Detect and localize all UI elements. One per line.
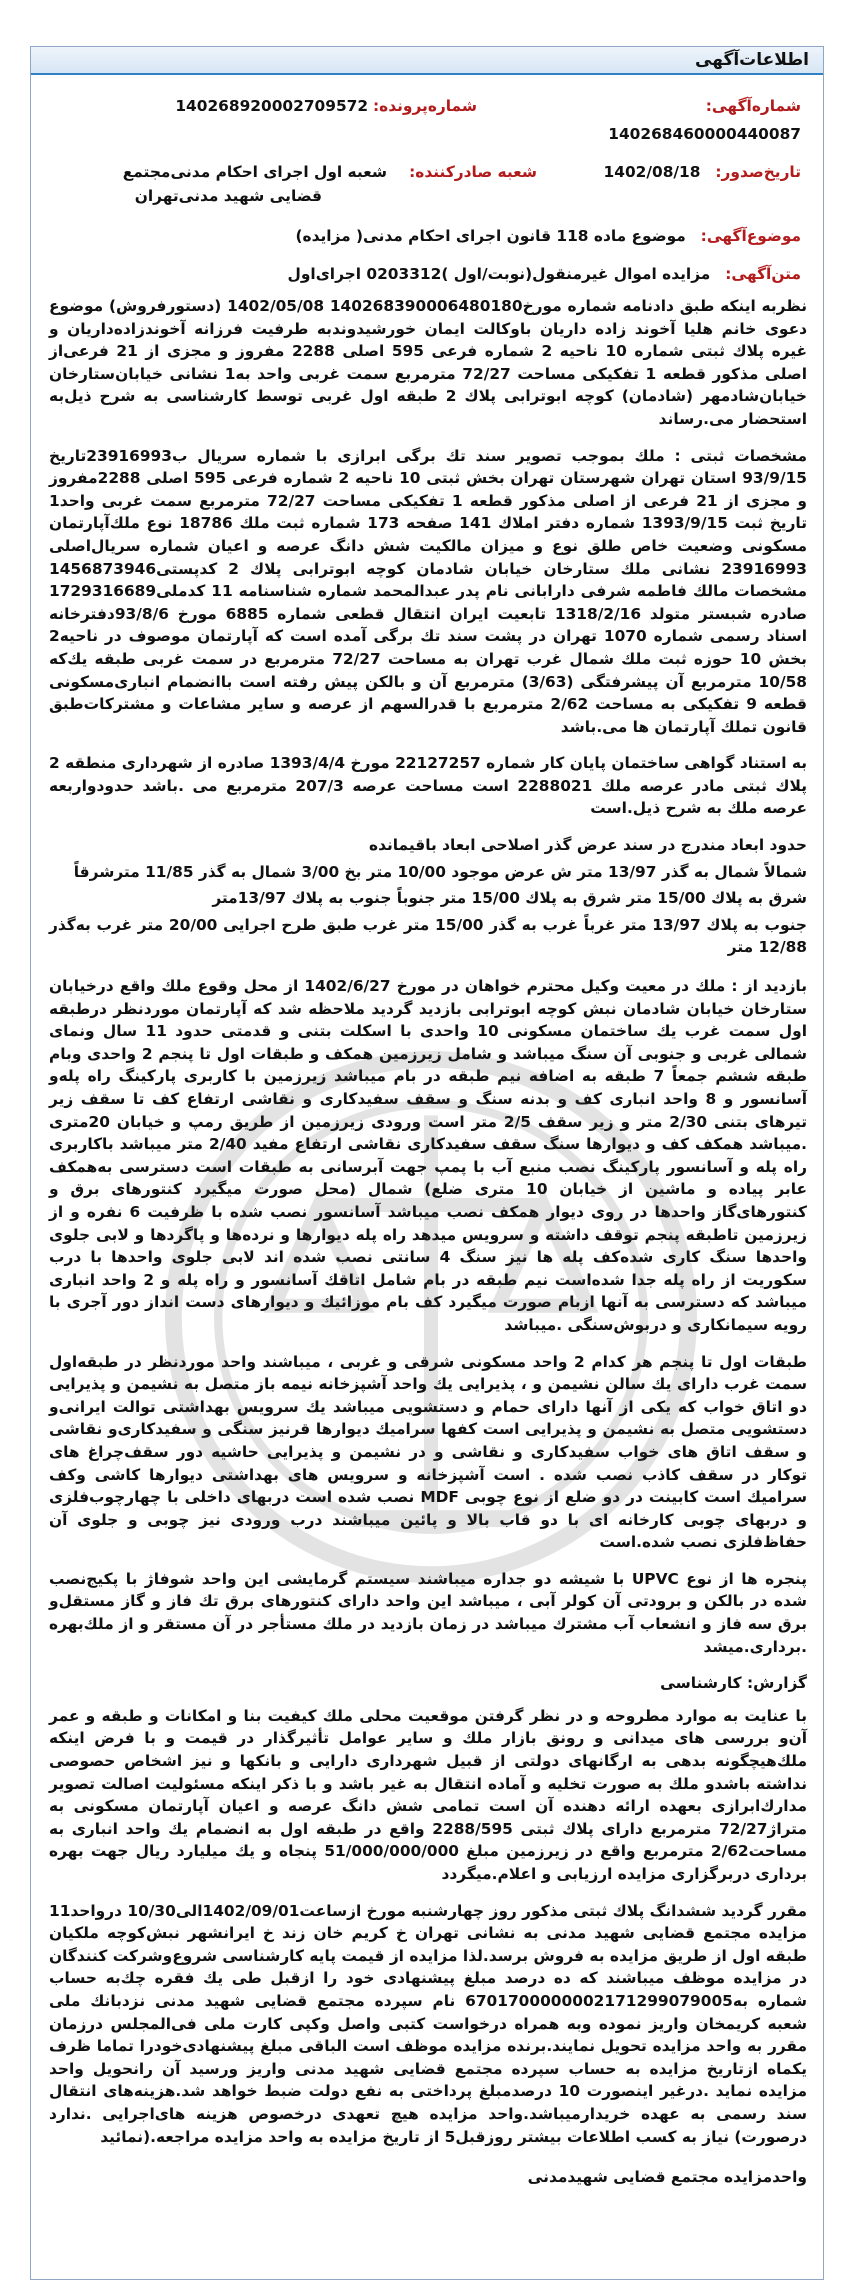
- file-number-value: 140268920002709572: [175, 97, 369, 115]
- boundaries-line: شمالاً شمال به گذر 13/97 متر ش عرض موجود 10/00 متر بخ 3/00 شمال به گذر 11/85 مترشرقاً: [73, 862, 807, 881]
- paragraph-unit-description: طبقات اول تا پنجم هر کدام 2 واحد مسکونی شرقی و غربی ، میباشند واحد موردنظر در طبقه‌اول سمت غرب دارای یك سالن نشیمن و ، پذیرایی یك واحد آشپزخانه نیمه باز متصل به نشیمن و پذیرایی دو اتاق خواب که یکی از آنها دارای حمام و دستشویی میباشد یك سرویس بهداشتی توالت ایرانی‌و دستشویی متصل به نشیمن و پذیرایی است کفها سرامیك دیوارها قرنیز سنگی و سفیدکاری‌و نقاشی و سقف اتاق های خواب سفیدکاری و نقاشی و در نشیمن و پذیرایی حاشیه دور سقف‌چراغ های توکار در سقف کاذب نصب شده . است آشپزخانه و سرویس های بهداشتی دیوارها کاشی وکف سرامیك است کابینت در دو ضلع از نوع چوبی MDF نصب شده است دربهای داخلی با چهارچوب‌فلزی و دربهای چوبی کارخانه ای با دو قاب بالا و پائین میباشند درب ورودی نیز چوبی و جلوی آن حفاظ‌فلزی نصب شده.است: [49, 1352, 807, 1552]
- title-bar: [31, 47, 823, 75]
- boundaries-title: حدود ابعاد مندرج در سند عرض گذر اصلاحی ابعاد باقیمانده: [369, 836, 807, 855]
- notice-content: [31, 75, 823, 2189]
- issuing-branch-label: شعبه صادر‌کننده:: [409, 163, 537, 181]
- expert-report-label: گزارش: کارشناسی: [660, 1674, 807, 1693]
- ad-subject-value: موضوع ماده 118 قانون اجرای احکام مدنی( مزایده): [295, 227, 686, 245]
- notice-header: [49, 95, 807, 295]
- ad-text-label: متن‌آگهی:: [725, 265, 801, 283]
- ad-number-value: 140268460000440087: [608, 125, 801, 143]
- issue-date-label: تاریخ‌صدور:: [715, 163, 801, 181]
- file-number: [175, 95, 477, 118]
- paragraph-utilities: پنجره ها از نوع UPVC با شیشه دو جداره میباشند سیستم گرمایشی این واحد شوفاژ با پکیج‌نصب شده در بالکن و برودتی آن کولر آبی ، میباشد این واحد دارای کنتورهای برق تك فاز و گاز مستقل‌و برق سه فاز و انشعاب آب مشترك میباشد در زمان بازدید در ملك مستأجر در آن مستقر و از ملك‌بهره .برداری.میشد: [49, 1569, 807, 1656]
- paragraph-inspection: بازدید از : ملك در معیت وکیل محترم خواهان در مورخ 1402/6/27 از محل وقوع ملك واقع درخیابان ستارخان خیابان شادمان نبش کوچه ابوترابی بازدید گردید ملاحظه شد که آپارتمان موردنظر درطبقه اول سمت غرب یك ساختمان مسکونی 10 واحدی با اسکلت بتنی و قدمتی حدود 11 سال ونمای شمالی غربی و جنوبی آن سنگ میباشد و شامل زیرزمین همکف و طبقات اول تا پنجم 2 واحدی وبام طبقه ششم جمعاً 7 طبقه به اضافه نیم طبقه در بام میباشد زیرزمین با کاربری پارکینگ راه پله‌و آسانسور و 8 واحد انباری کف و بدنه سنگ و سقف سفیدکاری و نقاشی ارتفاع کف تا سقف زیر تیرهای بتنی 2/30 متر و زیر سقف 2/5 متر است ورودی زیرزمین از طریق رمپ و خیابان 20متری .میباشد همکف کف و دیوارها سنگ سقف سفیدکاری نقاشی ارتفاع مفید 2/40 متر میباشد باکاربری راه پله و آسانسور پارکینگ نصب منبع آب با پمپ جهت آبرسانی به طبقات است دسترسی به‌همکف عابر پیاده و ماشین از خیابان 10 متری ضلع) شمال (محل صورت میگیرد کنتورهای برق و کنتورهای‌گاز واحدها در روی دیوار همکف نصب میباشد آسانسور نصب شده با ظرفیت 6 نفره و از زیرزمین تاطبقه پنجم توقف داشته و سرویس میدهد راه پله دیوارها و نرده‌ها و پاگردها و لابی جلوی واحدها سنگ کاری شده‌کف پله ها نیز سنگ 4 سانتی نصب شده اند لابی جلوی واحدها با درب سکوریت از راه پله جدا شده‌است نیم طبقه در بام شامل اتاقك آسانسور و راه پله و 2 واحد انباری میباشد که دسترسی به آنها ازبام صورت میگیرد کف بام موزائیك و دیوارهای دست انداز دور آجری با رویه سیمانکاری و دربوش‌سنگی .میباشد: [49, 977, 808, 1334]
- ad-text: [288, 263, 802, 286]
- boundaries-line: جنوب به پلاك 13/97 متر غرباً غرب به گذر 15/00 متر غرب طبق طرح اجرایی 20/00 متر غرب به‌گذر 12/88 متر: [49, 915, 808, 957]
- ad-subject: [296, 225, 802, 248]
- ad-text-value: مزایده اموال غیرمنقول(نوبت/اول )0203312 اجرای‌اول: [287, 265, 711, 283]
- paragraph-certificate: به استناد گواهی ساختمان پایان کار شماره 22127257 مورخ 1393/4/4 صادره از شهرداری منطقه 2 پلاك ثبتی مادر عرصه ملك 2288021 است مساحت عرصه 207/3 مترمربع می .باشد حدودواربعه عرصه ملك به شرح ذیل.است: [49, 754, 807, 818]
- file-number-label: شماره‌پرونده:: [372, 97, 477, 115]
- ad-number-label: شماره‌آگهی:: [705, 97, 801, 115]
- notice-frame: [30, 46, 824, 2280]
- issue-date-value: 1402/08/18: [603, 163, 701, 181]
- issuing-branch-value-2: قضایی شهید مدنی‌تهران: [134, 187, 322, 205]
- signature: واحدمزایده مجتمع قضایی شهیدمدنی: [527, 2168, 807, 2187]
- paragraph-auction-terms: مقرر گردید ششدانگ پلاك ثبتی مذکور روز چهارشنبه مورخ ازساعت1402/09/01الی10/30 درواحد11 مزایده مجتمع قضایی شهید مدنی به نشانی تهران خ کریم خان زند خ ایرانشهر نبش‌کوچه ملکیان طبقه اول از طریق مزایده به فروش برسد.لذا مزایده از قیمت پایه کارشناسی شروع‌وشرکت کنندگان در مزایده موظف میباشند که ده درصد مبلغ پیشنهادی خود را ازقبل طی یك فقره چك‌به حساب شماره به6701700000002171299079005 نام سپرده مجتمع قضایی شهید مدنی نزدبانك ملی شعبه کریمخان واریز نموده وبه همراه درخواست کتبی واصل وکپی کارت ملی فی‌المجلس درزمان مقرر به واحد مزایده تحویل نمایند.برنده مزایده موظف است الباقی مبلغ پیشنهادی‌خودرا تماما ظرف یکماه ازتاریخ مزایده به حساب سپرده مجتمع قضایی شهید مدنی واریز ورسید آن رانحویل واحد مزایده نماید .درغیر اینصورت 10 درصدمبلغ پرداختی به نفع دولت ضبط خواهد شد.هزینه‌های انتقال سند رسمی به عهده خریدارمیباشد.واحد مزایده هیچ تعهدی درخصوص هزینه های‌اجرایی .ندارد درصورت) نیاز به کسب اطلاعات بیشتر روزقبل5 از تاریخ مزایده به واحد مزایده مراجعه.(نمائید: [49, 1901, 807, 2146]
- issue-date: [604, 161, 801, 184]
- boundaries-section: [49, 834, 807, 959]
- ad-subject-label: موضوع‌آگهی:: [700, 227, 801, 245]
- issuing-branch-value-1: شعبه اول اجرای احکام مدنی‌مجتمع: [122, 163, 387, 181]
- paragraph-valuation: با عنایت به موارد مطروحه و در نظر گرفتن موقعیت محلی ملك کیفیت بنا و امکانات و طبقه و عمر آن‌و بررسی های میدانی و رونق بازار ملك و سایر عوامل تأثیرگذار در قیمت و با فرض اینکه ملك‌هیچگونه بدهی به ارگانهای دولتی از قبیل شهرداری دارایی و بانکها و نیز اشخاص حصوصی نداشته باشدو ملك به صورت تخلیه و آماده انتقال به غیر باشد و با ذکر اینکه مسئولیت اصالت تصویر مدارك‌ابرازی بعهده ارائه دهنده آن است تمامی شش دانگ عرصه و اعیان آپارتمان مسکونی به متراژ72/27 مترمربع دارای پلاك ثبتی 2288/595 واقع در طبقه اول به انضمام یك واحد انباری به مساحت2/62 مترمربع واقع در زیرزمین مبلغ 51/000/000/000 پنجاه و یك میلیارد ریال جهت بهره برداری دربرگزاری مزایده ارزیابی و اعلام.میگردد: [49, 1706, 807, 1883]
- paragraph-intro: نظربه اینکه طبق دادنامه شماره مورخ140268390006480180 1402/05/08 (دستورفروش) موضوع دعوی خانم هلیا آخوند زاده داریان باوکالت ایمان خورشیدوندبه طرفیت فرزانه آخوندزاده‌داریان و غیره پلاك ثبتی شماره 10 ناحیه 2 شماره فرعی 595 اصلی 2288 مفروز و مجزی از 21 فرعی‌از اصلی مذکور قطعه 1 تفکیکی مساحت 72/27 مترمربع سمت غربی واحد به1 نشانی خیابان‌ستارخان خیابان‌شادمهر (شادمان) کوچه ابوترابی پلاك 2 طبقه اول غربی توسط کارشناسی به شرح ذیل‌به استحضار می.رساند: [49, 297, 808, 428]
- paragraph-registration: مشخصات ثبتی : ملك بموجب تصویر سند تك برگی ابرازی با شماره سریال ب23916993تاریخ 93/9/15 استان تهران شهرستان تهران بخش ثبتی 10 ناحیه 2 شماره فرعی 595 اصلی 2288مفروز و مجزی از 21 فرعی از اصلی مذکور قطعه 1 تفکیکی مساحت 72/27 مترمربع سمت غربی واحد1 تاریخ ثبت 1393/9/15 شماره دفتر املاك 141 صفحه 173 شماره ثبت ملك 18786 نوع ملك‌آپارتمان مسکونی وضعیت خاص طلق نوع و میزان مالکیت شش دانگ عرصه و اعیان شماره سریال‌اصلی 23916993 نشانی ملك ستارخان خیابان شادمان کوچه ابوترابی پلاك 2 کدپستی1456873946 مشخصات مالك فاطمه شرفی دارابانی نام پدر عبدالمحمد شماره شناسنامه 11 کدملی1729316689 صادره شبستر متولد 1318/2/16 تابعیت ایران انتقال قطعی شماره 6885 مورخ 93/8/6دفترخانه اسناد رسمی شماره 1070 تهران در پشت سند تك برگی آمده است که آپارتمان موصوف در ناحیه2 بخش 10 حوزه ثبت ملك شمال غرب تهران به مساحت 72/27 مترمربع در سمت غربی طبقه یك‌که 10/58 مترمربع آن پیشرفتگی (3/63) مترمربع آن و بالکن پیش رفته است باانضمام انباری‌مسکونی قطعه 9 تفکیکی به مساحت 2/62 مترمربع با قدرالسهم از عرصه و سایر مشاعات و مشترکات‌طبق قانون تملك آپارتمان ها می.باشد: [49, 446, 808, 736]
- boundaries-line: شرق به پلاك 15/00 متر شرق به پلاك 15/00 متر جنوباً جنوب به پلاك 13/97متر: [212, 889, 807, 908]
- page-title: اطلاعات‌آگهی: [695, 50, 809, 70]
